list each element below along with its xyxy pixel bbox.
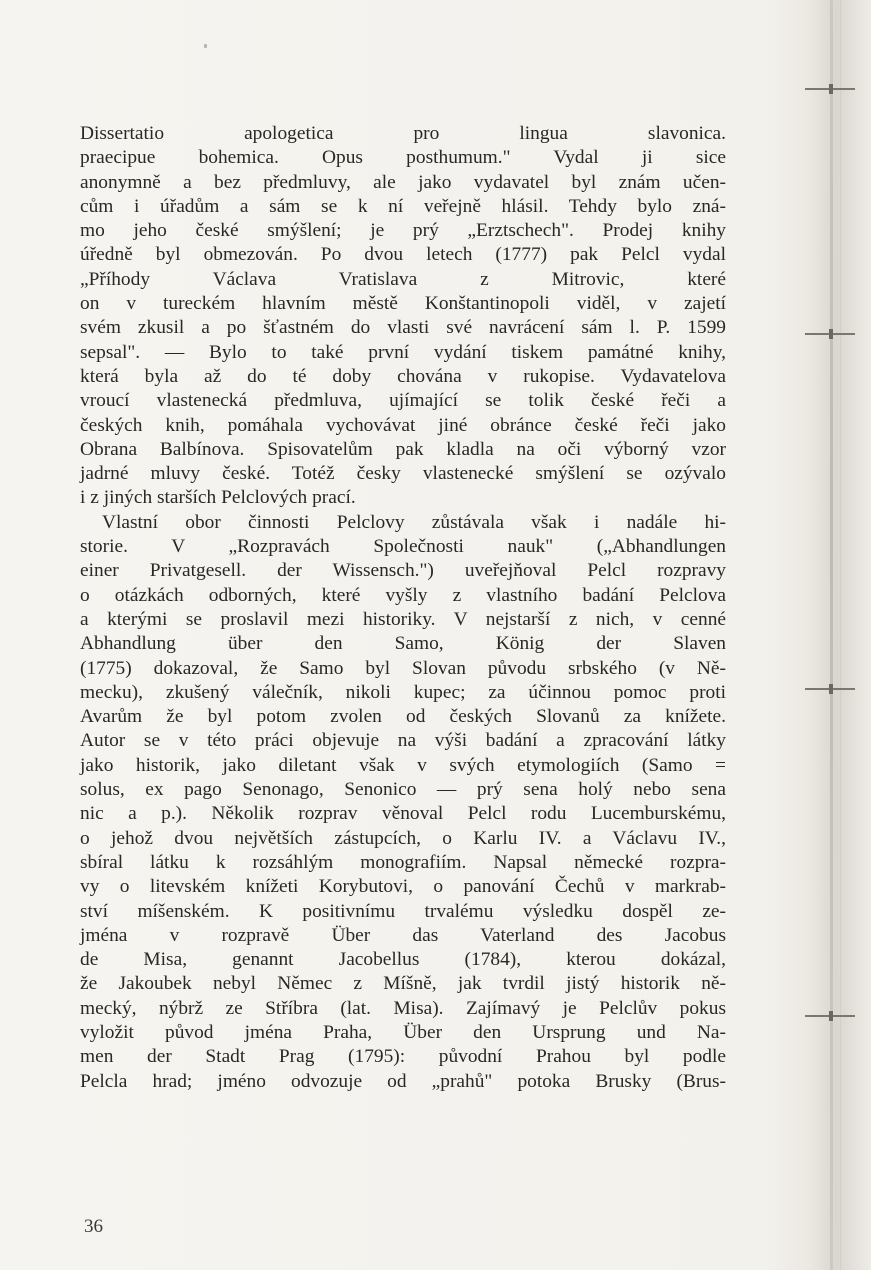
text-line: (1775) dokazoval, že Samo byl Slovan původu srbského (v Ně- [80,657,726,679]
text-line: Obrana Balbínova. Spisovatelům pak kladla na oči výborný vzor [80,438,726,460]
book-spine-edge [840,0,841,1270]
text-line: mo jeho české smýšlení; je prý „Erztschech". Prodej knihy [80,220,726,242]
text-line: cům i úřadům a sám se k ní veřejně hlásil. Tehdy bylo zná- [80,195,726,217]
text-line: „Příhody Václava Vratislava z Mitrovic, které [80,268,726,290]
text-line: která byla až do té doby chována v rukopise. Vydavatelova [80,365,726,387]
book-spine-shadow [830,0,833,1270]
binding-stitch [805,1015,855,1017]
binding-stitch [805,688,855,690]
text-line: nic a p.). Několik rozprav věnoval Pelcl rodu Lucemburskému, [80,803,726,825]
binding-stitch [805,88,855,90]
text-line: Dissertatio apologetica pro lingua slavonica. [80,123,726,144]
text-line: mecký, nýbrž ze Stříbra (lat. Misa). Zajímavý je Pelclův pokus [80,997,726,1019]
text-line: i z jiných starších Pelclových prací. [80,487,356,509]
text-line: vy o litevském knížeti Korybutovi, o panování Čechů v markrab- [80,876,726,898]
page-number: 36 [84,1216,103,1237]
text-line: solus, ex pago Senonago, Senonico — prý sena holý nebo sena [80,779,726,801]
binding-stitch [805,333,855,335]
text-line: a kterými se proslavil mezi historiky. V nejstarší z nich, v cenné [80,608,726,630]
text-line: de Misa, genannt Jacobellus (1784), kterou dokázal, [80,949,726,971]
text-line: men der Stadt Prag (1795): původní Prahou byl podle [80,1046,726,1068]
text-line: svém zkusil a po šťastném do vlasti své navrácení sám l. P. 1599 [80,317,726,339]
text-line: storie. V „Rozpravách Společnosti nauk" („Abhandlungen [80,536,726,558]
text-line: praecipue bohemica. Opus posthumum." Vydal ji sice [80,147,726,169]
text-line: Avarům že byl potom zvolen od českých Slovanů za knížete. [80,706,726,728]
paper-speck [204,44,207,48]
text-line: sbíral látku k rozsáhlým monografiím. Napsal německé rozpra- [80,851,726,873]
text-line: o otázkách odborných, které vyšly z vlastního badání Pelclova [80,584,726,606]
text-line: einer Privatgesell. der Wissensch.") uveřejňoval Pelcl rozpravy [80,560,726,582]
text-line: jadrné mluvy české. Totéž česky vlastenecké smýšlení se ozývalo [80,463,726,485]
text-line: Vlastní obor činnosti Pelclovy zůstávala však i nadále hi- [102,511,726,533]
text-line: mecku), zkušený válečník, nikoli kupec; za účinnou pomoc proti [80,681,726,703]
text-line: úředně byl obmezován. Po dvou letech (1777) pak Pelcl vydal [80,244,726,266]
text-line: Abhandlung über den Samo, König der Slaven [80,633,726,655]
text-line: že Jakoubek nebyl Němec z Míšně, jak tvrdil jistý historik ně- [80,973,726,995]
text-line: sepsal". — Bylo to také první vydání tiskem památné knihy, [80,341,726,363]
text-line: vyložit původ jména Praha, Über den Ursprung und Na- [80,1021,726,1043]
text-line: vroucí vlastenecká předmluva, ujímající se tolik české řeči a [80,390,726,412]
body-text [80,122,726,1094]
text-line: jména v rozpravě Über das Vaterland des Jacobus [80,924,726,946]
text-line: českých knih, pomáhala vychovávat jiné obránce české řeči jako [80,414,726,436]
text-line: Pelcla hrad; jméno odvozuje od „prahů" potoka Brusky (Brus- [80,1070,726,1092]
text-line: o jehož dvou největších zástupcích, o Karlu IV. a Václavu IV., [80,827,726,849]
text-line: on v tureckém hlavním městě Konštantinopoli viděl, v zajetí [80,293,726,315]
text-line: ství míšenském. K positivnímu trvalému výsledku dospěl ze- [80,900,726,922]
text-line: anonymně a bez předmluvy, ale jako vydavatel byl znám učen- [80,171,726,193]
text-line: jako historik, jako diletant však v svých etymologiích (Samo = [80,754,726,776]
text-line: Autor se v této práci objevuje na výši badání a zpracování látky [80,730,726,752]
